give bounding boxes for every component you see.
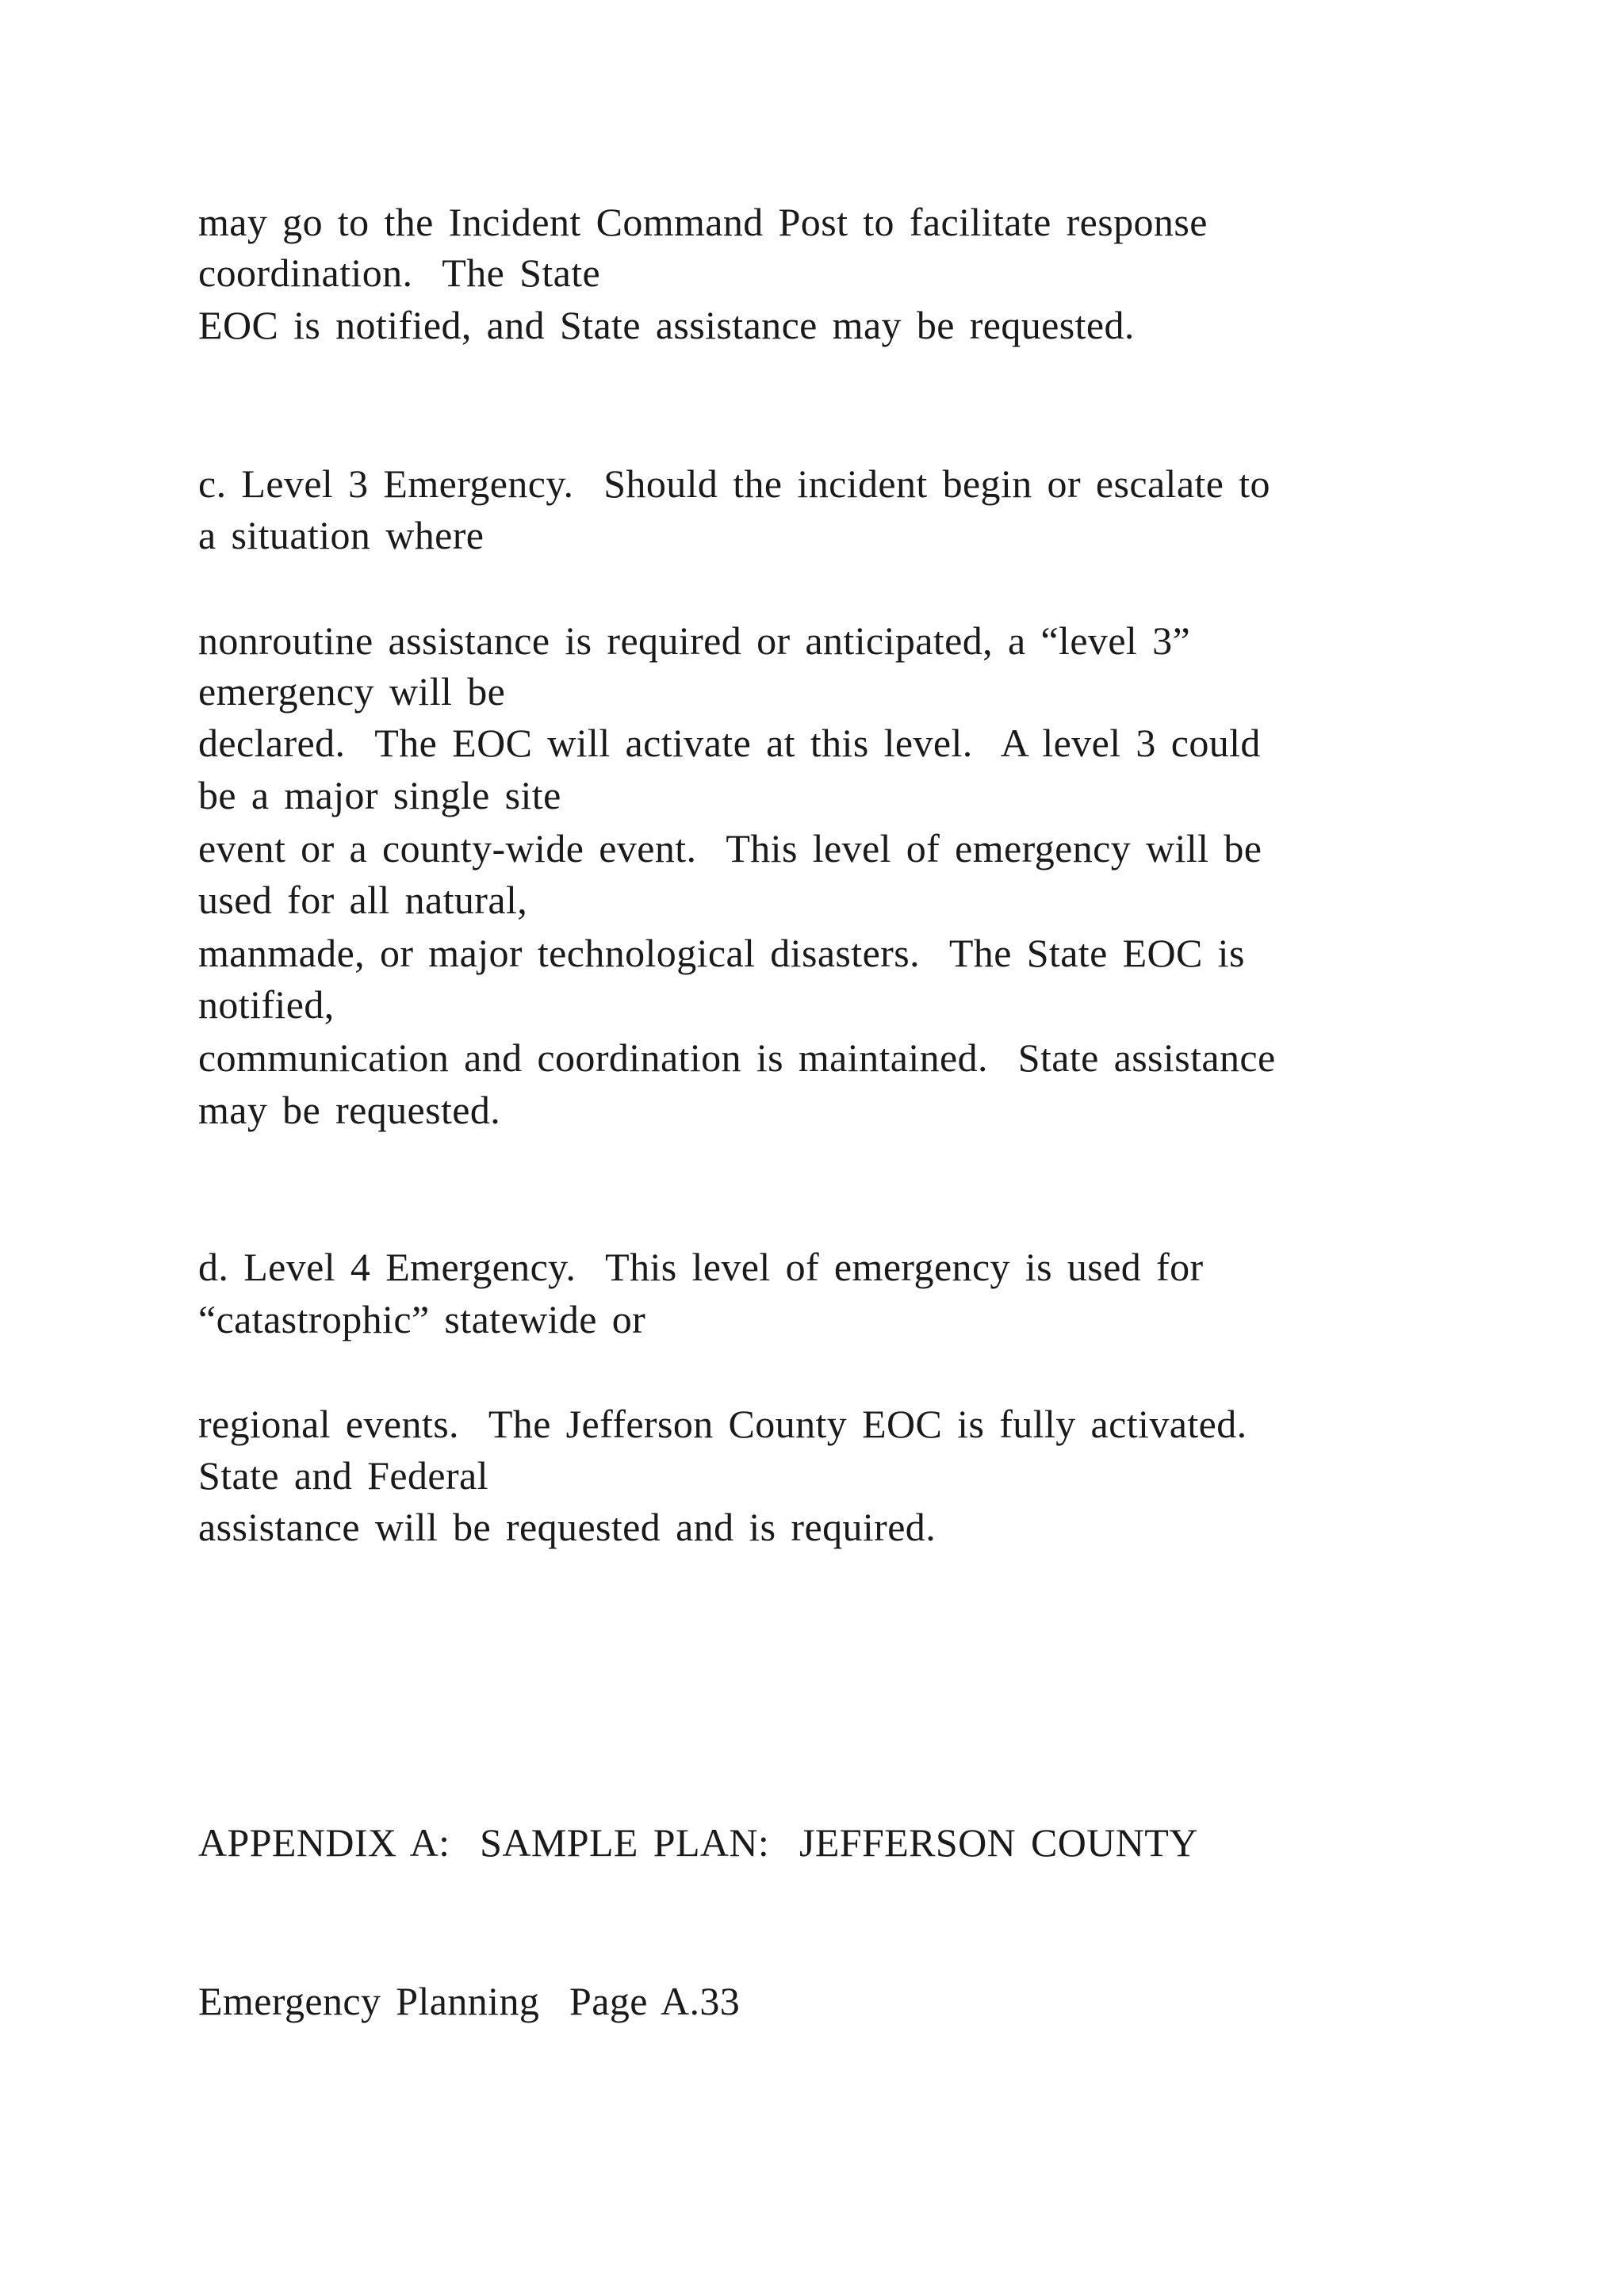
text-line: regional events. The Jefferson County EOC is fully activated. [198, 1402, 1247, 1446]
page-label: Emergency Planning Page A.33 [198, 1979, 741, 2023]
text-line: coordination. The State [198, 251, 601, 295]
text-line: may be requested. [198, 1088, 501, 1132]
text-line: manmade, or major technological disasters. The State EOC is [198, 931, 1245, 975]
text-line: nonroutine assistance is required or anticipated, a “level 3” [198, 618, 1191, 663]
text-line: notified, [198, 982, 335, 1027]
appendix-title: APPENDIX A: SAMPLE PLAN: JEFFERSON COUNTY [198, 1820, 1198, 1865]
text-line: a situation where [198, 513, 485, 557]
text-line: State and Federal [198, 1453, 488, 1498]
text-line: “catastrophic” statewide or [198, 1297, 646, 1341]
text-line: used for all natural, [198, 878, 528, 922]
text-line: be a major single site [198, 773, 561, 817]
text-line: declared. The EOC will activate at this level. A level 3 could [198, 721, 1261, 765]
text-line: d. Level 4 Emergency. This level of emergency is used for [198, 1245, 1204, 1289]
text-line: emergency will be [198, 669, 506, 714]
text-line: EOC is notified, and State assistance may be requested. [198, 303, 1135, 347]
text-line: may go to the Incident Command Post to facilitate response [198, 200, 1208, 244]
text-line: assistance will be requested and is required. [198, 1505, 936, 1549]
text-line: communication and coordination is maintained. State assistance [198, 1035, 1276, 1080]
text-line: c. Level 3 Emergency. Should the incident begin or escalate to [198, 461, 1270, 506]
text-line: event or a county-wide event. This level of emergency will be [198, 826, 1262, 871]
